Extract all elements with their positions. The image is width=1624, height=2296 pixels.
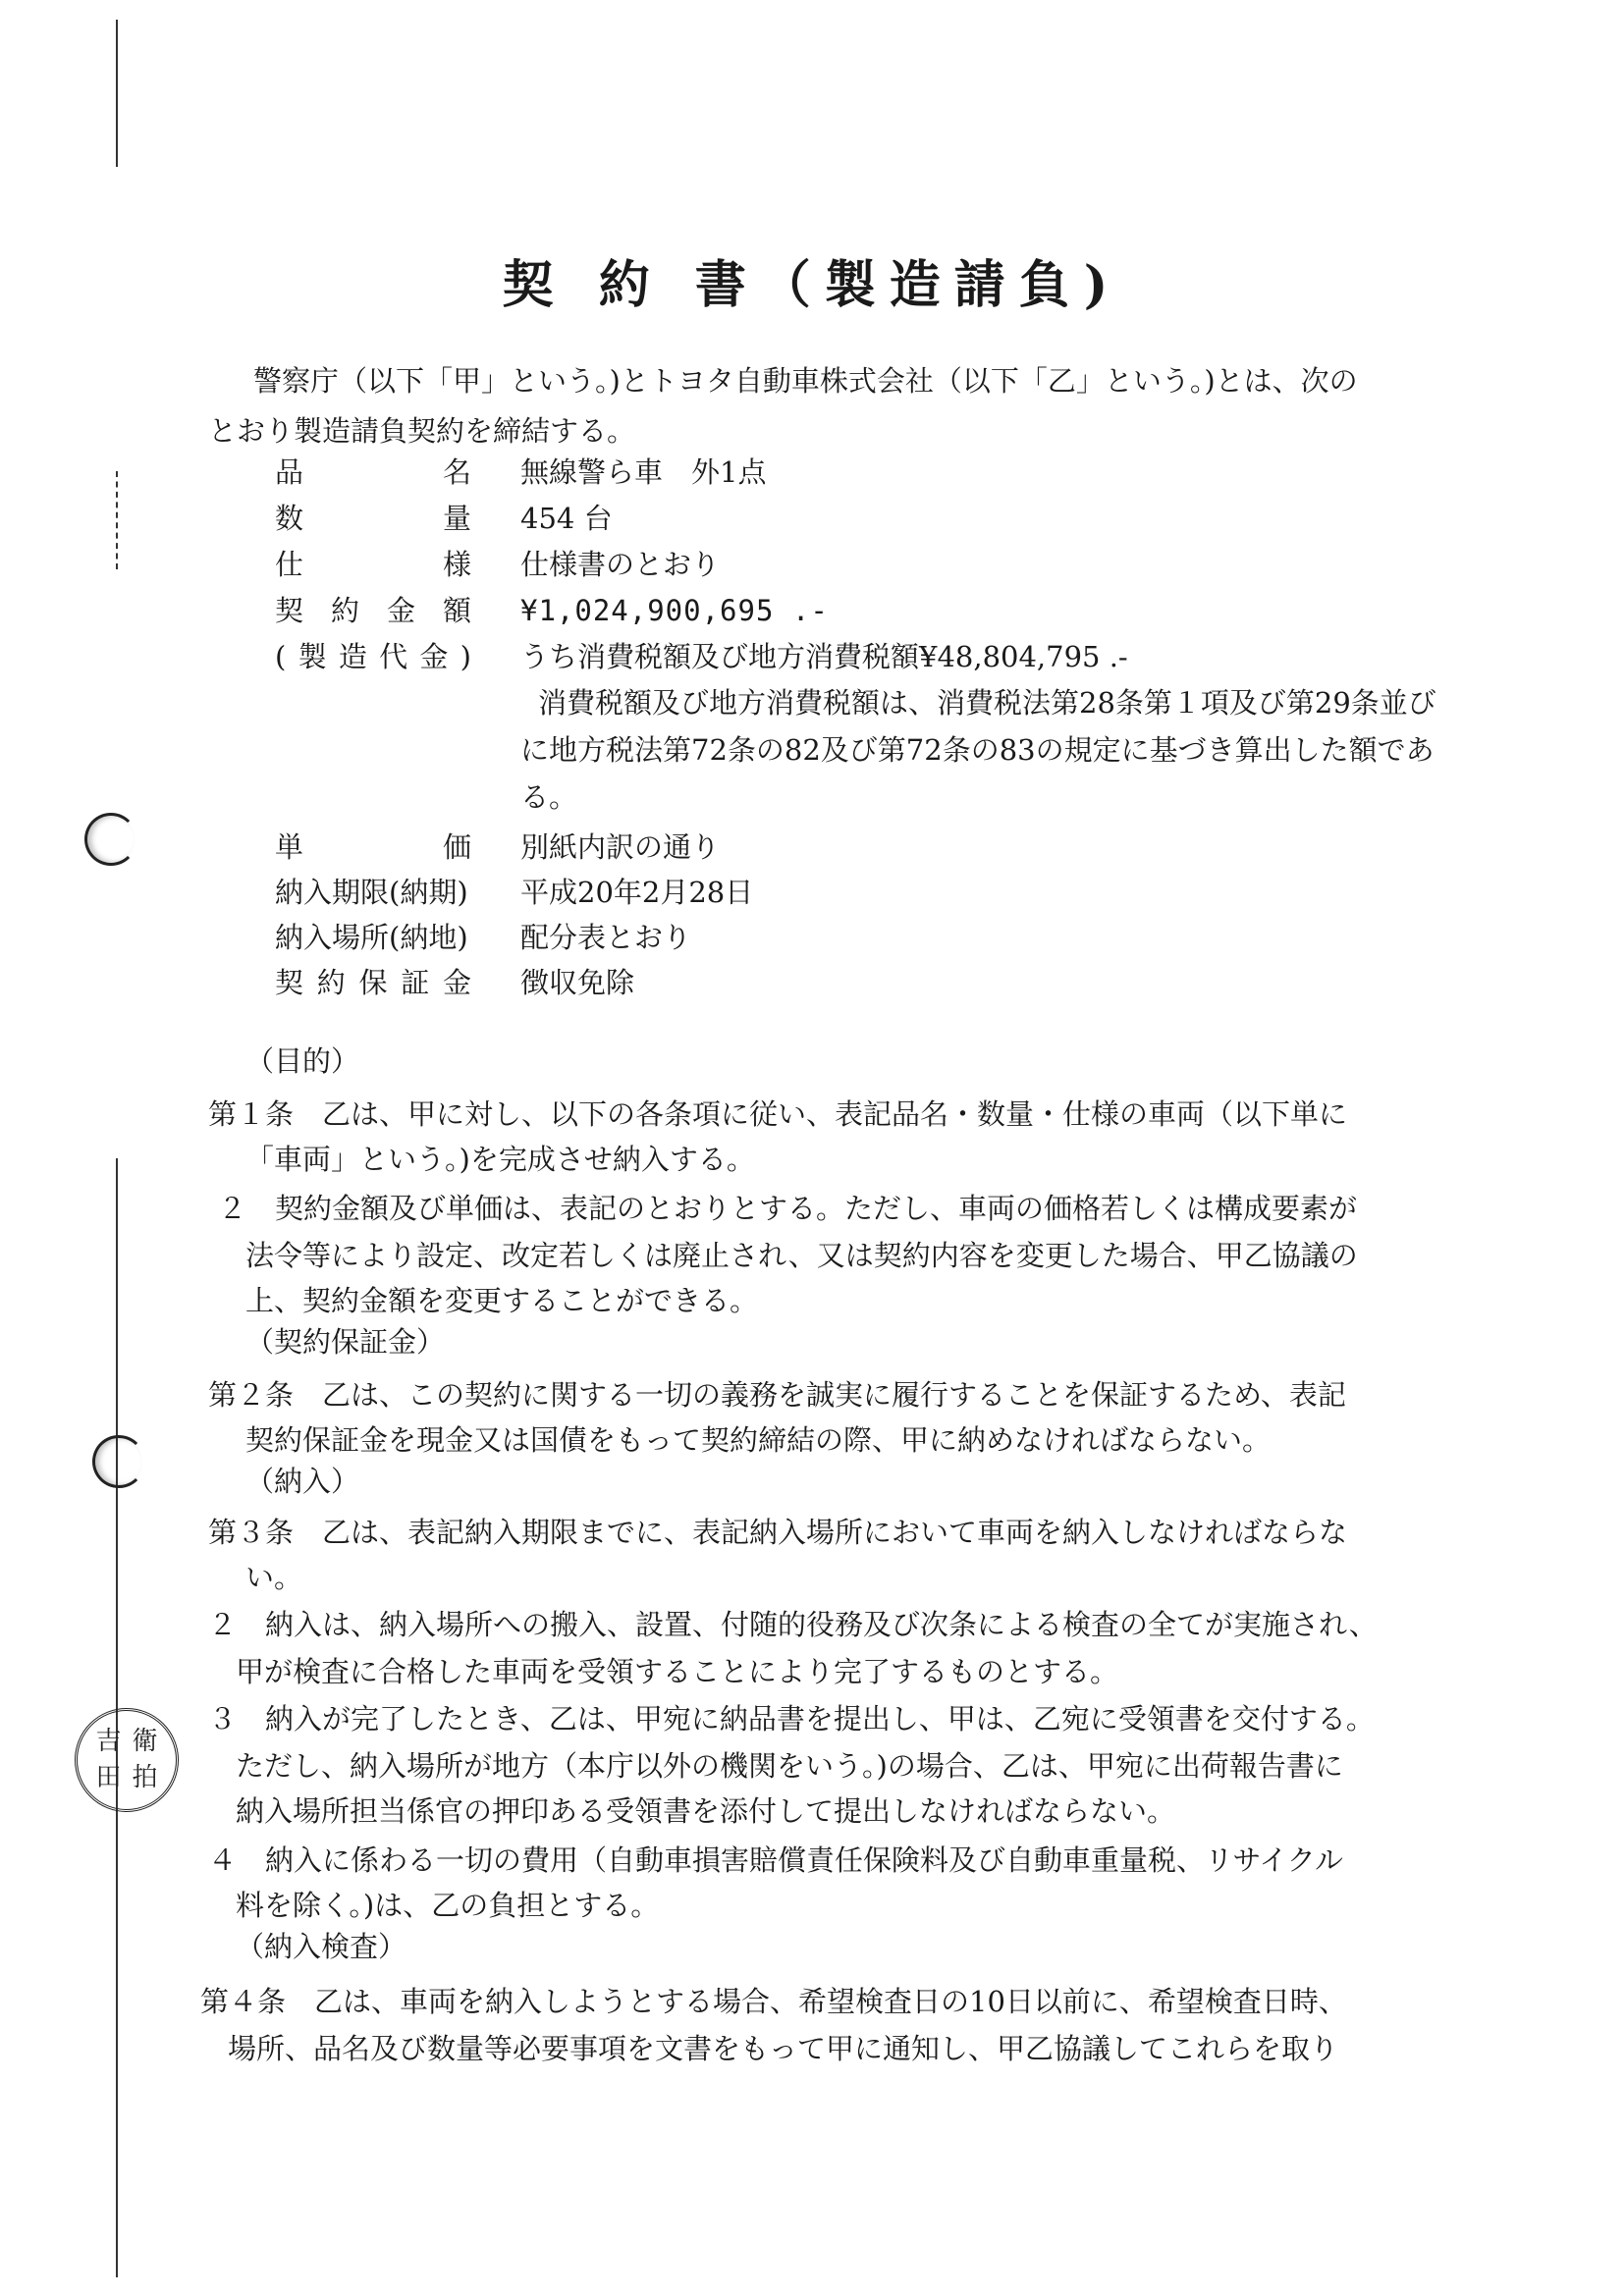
punch-hole-lower — [92, 1435, 145, 1488]
article-4-line: 場所、品名及び数量等必要事項を文書をもって甲に通知し、甲乙協議してこれらを取り — [228, 2032, 1339, 2065]
heading-purpose: （目的） — [245, 1044, 360, 1078]
article-3-line: 第３条 乙は、表記納入期限までに、表記納入場所において車両を納入しなければならな — [208, 1516, 1348, 1549]
binding-line-top — [116, 20, 118, 167]
item-label: 仕 様 — [275, 548, 471, 581]
item-label: 品 名 — [275, 455, 471, 489]
item-row-keiyaku-kingaku — [275, 588, 1404, 633]
article-3-para-3-line: 納入場所担当係官の押印ある受領書を添付して提出しなければならない。 — [236, 1794, 1176, 1828]
article-3-line: い。 — [245, 1561, 303, 1594]
item-row-shiyo — [275, 542, 1404, 587]
article-1-para-2-line: 法令等により設定、改定若しくは廃止され、又は契約内容を変更した場合、甲乙協議の — [245, 1239, 1358, 1272]
contract-items — [275, 450, 1436, 1005]
item-label: ( 製 造 代 金 ) — [275, 640, 471, 673]
article-1-para-2-line: ２ 契約金額及び単価は、表記のとおりとする。ただし、車両の価格若しくは構成要素が — [218, 1192, 1358, 1225]
article-3-para-3-line: ３ 納入が完了したとき、乙は、甲宛に納品書を提出し、甲は、乙宛に受領書を交付する。 — [208, 1702, 1375, 1735]
item-value: うち消費税額及び地方消費税額¥48,804,795 .- — [520, 640, 1128, 673]
item-value: 配分表とおり — [520, 921, 692, 954]
document-title: 契 約 書（製造請負) — [502, 255, 1122, 315]
item-label: 納入場所(納地) — [275, 921, 468, 954]
item-row-nonyu-kigen — [275, 870, 1404, 915]
tax-note-line: る。 — [520, 780, 578, 814]
item-label: 単 価 — [275, 830, 471, 864]
item-value: 徴収免除 — [520, 966, 635, 999]
item-value: 平成20年2月28日 — [520, 876, 754, 909]
article-3-para-4-line: 料を除く。)は、乙の負担とする。 — [236, 1889, 660, 1922]
item-value: ¥1,024,900,695 .- — [520, 594, 829, 627]
item-label: 契 約 金 額 — [275, 594, 471, 627]
heading-inspection: （納入検査） — [236, 1930, 407, 1963]
seal-char: 拍 — [132, 1763, 158, 1792]
intro-line-2: とおり製造請負契約を締結する。 — [208, 414, 636, 448]
punch-hole-upper — [84, 813, 137, 866]
article-1-para-2-line: 上、契約金額を変更することができる。 — [245, 1284, 759, 1317]
article-3-para-2-line: 甲が検査に合格した車両を受領することにより完了するものとする。 — [236, 1655, 1119, 1688]
intro-line-1: 警察庁（以下「甲」という。)とトヨタ自動車株式会社（以下「乙」という。)とは、次の — [253, 364, 1358, 398]
article-1-line: 「車両」という。)を完成させ納入する。 — [245, 1143, 755, 1176]
heading-guarantee: （契約保証金） — [245, 1325, 446, 1359]
seal-char: 衛 — [132, 1727, 158, 1756]
item-value: 別紙内訳の通り — [520, 830, 721, 864]
item-value: 無線警ら車 外1点 — [520, 455, 767, 489]
heading-delivery: （納入） — [245, 1465, 360, 1498]
article-2-line: 第２条 乙は、この契約に関する一切の義務を誠実に履行することを保証するため、表記 — [208, 1378, 1346, 1412]
item-row-hoshokin — [275, 960, 1404, 1005]
item-row-hinmei — [275, 450, 1404, 495]
item-label: 数 量 — [275, 502, 471, 535]
item-value: 454 台 — [520, 502, 613, 535]
article-3-para-3-line: ただし、納入場所が地方（本庁以外の機関をいう。)の場合、乙は、甲宛に出荷報告書に — [236, 1749, 1343, 1783]
seal-char: 田 — [95, 1763, 122, 1792]
item-label: 契 約 保 証 金 — [275, 966, 471, 999]
tax-note-line: に地方税法第72条の82及び第72条の83の規定に基づき算出した額であ — [520, 733, 1435, 767]
article-4-line: 第４条 乙は、車両を納入しようとする場合、希望検査日の10日以前に、希望検査日時、 — [200, 1985, 1347, 2018]
article-2-line: 契約保証金を現金又は国債をもって契約締結の際、甲に納めなければならない。 — [245, 1423, 1272, 1457]
item-label: 納入期限(納期) — [275, 876, 468, 909]
tax-note — [520, 679, 1436, 821]
seal-char: 吉 — [95, 1727, 122, 1756]
item-row-seizo-daikin — [275, 634, 1404, 679]
binding-line-upper — [116, 471, 118, 569]
tax-note-line: 消費税額及び地方消費税額は、消費税法第28条第１項及び第29条並び — [538, 686, 1436, 720]
item-row-suryo — [275, 496, 1404, 541]
article-3-para-4-line: ４ 納入に係わる一切の費用（自動車損害賠償責任保険料及び自動車重量税、リサイクル — [208, 1843, 1343, 1877]
hanko-seal — [75, 1708, 179, 1812]
item-row-nonyu-basho — [275, 915, 1404, 960]
article-1-line: 第１条 乙は、甲に対し、以下の各条項に従い、表記品名・数量・仕様の車両（以下単に — [208, 1097, 1348, 1131]
article-3-para-2-line: ２ 納入は、納入場所への搬入、設置、付随的役務及び次条による検査の全てが実施され、 — [208, 1608, 1378, 1641]
item-row-tanka — [275, 825, 1404, 870]
item-value: 仕様書のとおり — [520, 548, 721, 581]
